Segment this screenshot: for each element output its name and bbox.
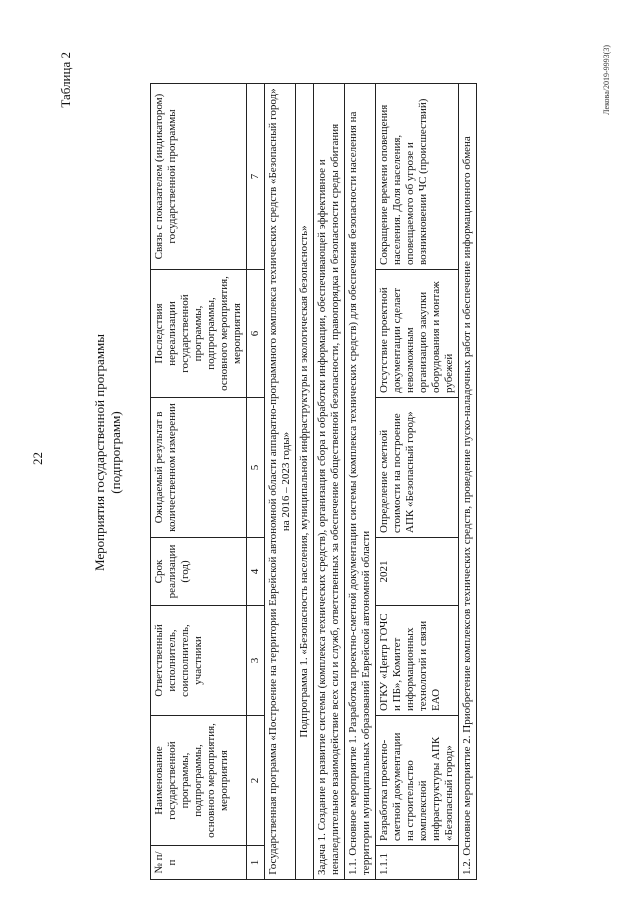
events-table: [150, 83, 477, 880]
main-event-row: [459, 84, 477, 880]
event-row: [376, 84, 459, 880]
header-cell: Последствия нереализации государственной программы, подпрограммы, основного мероприятия, мероприятия: [151, 270, 247, 398]
column-number: 4: [247, 538, 265, 606]
column-number: 7: [247, 84, 265, 270]
task-cell: Задача 1. Создание и развитие системы (комплекса технических средств), организация сбора и обработки информации, обеспечивающей эффективное и неналедлительное взаимодействие всех сил и служб, ответственных за обеспечение общественной безопасности, правопорядка и безопасности среды обитания: [314, 84, 345, 880]
program-row: [265, 84, 296, 880]
column-number: 6: [247, 270, 265, 398]
event-result: Определение сметной стоимости на построение АПК «Безопасный город»: [376, 398, 459, 538]
column-number: 3: [247, 606, 265, 716]
program-cell: Государственная программа «Построение на территории Еврейской автономной области аппаратно-программного комплекса технических средств «Безопасный город» на 2016 – 2023 годы»: [265, 84, 296, 880]
header-cell: Связь с показателем (индикатором) государственной программы: [151, 84, 247, 270]
header-cell: Ответственный исполнитель, соисполнитель, участники: [151, 606, 247, 716]
event-name: Разработка проектно-сметной документации на строительство комплексной инфраструктуры АПК «Безопасный город»: [376, 716, 459, 846]
header-cell: № п/п: [151, 846, 247, 880]
column-number-row: [247, 84, 265, 880]
event-consequences: Отсутствие проектной документации сделает невозможным организацию закупки оборудования и монтаж рубежей: [376, 270, 459, 398]
main-event-row: [345, 84, 376, 880]
event-number: 1.1.1: [376, 846, 459, 880]
event-year: 2021: [376, 538, 459, 606]
main-event-2-cell: 1.2. Основное мероприятие 2. Приобретение комплексов технических средств, проведение пуско-наладочных работ и обеспечение информационного обмена: [459, 84, 477, 880]
footer-code: Лекова/2019-9993(3): [602, 45, 611, 115]
page-number: 22: [30, 452, 45, 465]
document-title: Мероприятия государственной программы: [92, 333, 107, 572]
subprogram-row: [296, 84, 314, 880]
table-header-row: [151, 84, 247, 880]
document-heading: [92, 0, 124, 905]
table-label: Таблица 2: [58, 52, 73, 108]
main-event-1-cell: 1.1. Основное мероприятие 1. Разработка проектно-сметной документации системы (комплекса технических средств) для обеспечения безопасности населения на территории муниципальных образований Еврейской автономной области: [345, 84, 376, 880]
task-row: [314, 84, 345, 880]
event-indicator-link: Сокращение времени оповещения населения. Доля населения, оповещаемого об угрозе и возникновении ЧС (происшествий): [376, 84, 459, 270]
subprogram-cell: Подпрограмма 1. «Безопасность населения, муниципальной инфраструктуры и экологическая безопасность»: [296, 84, 314, 880]
document-subtitle: (подпрограмм): [108, 411, 123, 494]
column-number: 1: [247, 846, 265, 880]
event-executor: ОГКУ «Центр ГОЧС и ПБ», Комитет информационных технологий и связи ЕАО: [376, 606, 459, 716]
header-cell: Наименование государственной программы, подпрограммы, основного мероприятия, мероприятия: [151, 716, 247, 846]
header-cell: Срок реализации (год): [151, 538, 247, 606]
column-number: 5: [247, 398, 265, 538]
column-number: 2: [247, 716, 265, 846]
header-cell: Ожидаемый результат в количественном измерении: [151, 398, 247, 538]
